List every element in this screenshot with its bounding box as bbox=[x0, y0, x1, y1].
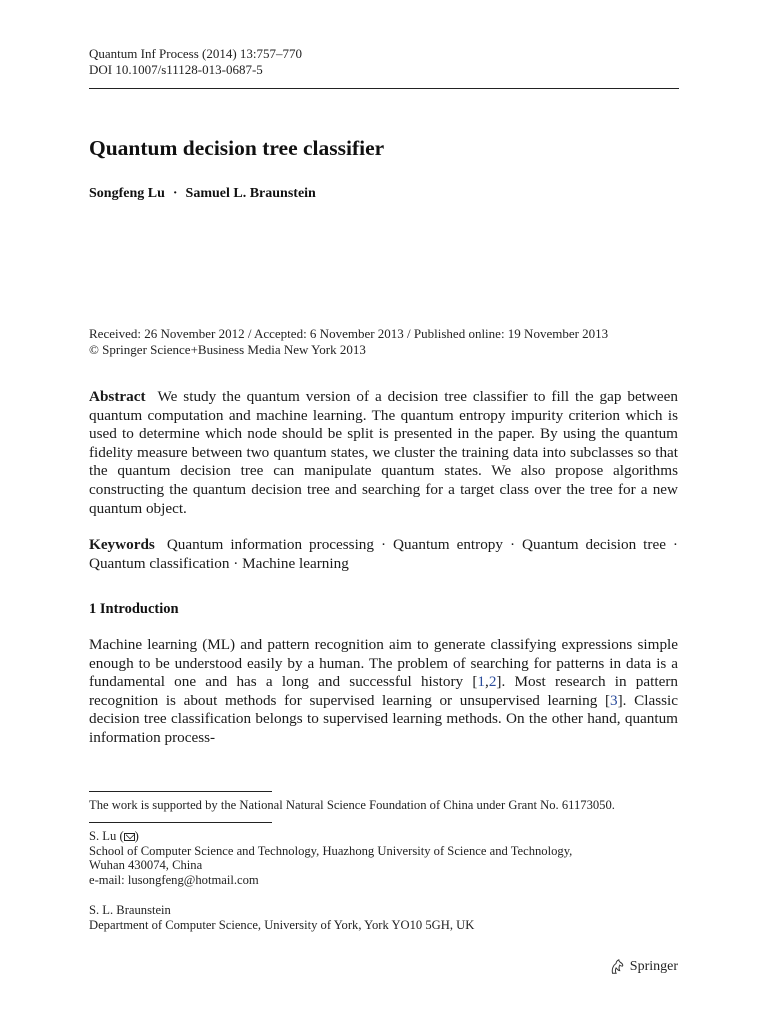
author-name: Samuel L. Braunstein bbox=[185, 186, 316, 201]
header-rule bbox=[89, 88, 679, 89]
intro-text: ]. Most research in pattern recognition is about methods for supervised learning or unsupervised learning [ bbox=[89, 673, 678, 709]
funding-footnote: The work is supported by the National Natural Science Foundation of China under Grant No. 61173050. bbox=[89, 798, 615, 812]
citation-link[interactable]: 1 bbox=[477, 673, 486, 691]
history-dates: Received: 26 November 2012 / Accepted: 6 November 2013 / Published online: 19 November 2013 bbox=[89, 326, 609, 341]
intro-text: Machine learning (ML) and pattern recognition aim to generate classifying expressions simple enough to be understood easily by a human. The problem of searching for patterns in data is a fundamental one and has a long and successful history [ bbox=[89, 636, 678, 691]
affiliation-rule bbox=[89, 822, 272, 823]
keywords-text: Quantum information processing · Quantum entropy · Quantum decision tree · Quantum classification · Machine learning bbox=[89, 536, 678, 572]
abstract bbox=[89, 388, 678, 518]
affiliation-name bbox=[89, 829, 572, 844]
journal-header bbox=[89, 46, 302, 78]
abstract-label: Abstract bbox=[89, 388, 146, 405]
affiliation-line: Wuhan 430074, China bbox=[89, 858, 203, 873]
author-name: Songfeng Lu bbox=[89, 186, 165, 201]
envelope-icon bbox=[124, 833, 135, 841]
keywords bbox=[89, 536, 678, 573]
doi: DOI 10.1007/s11128-013-0687-5 bbox=[89, 62, 263, 77]
affiliation-braunstein bbox=[89, 903, 474, 932]
affiliation-name-text: S. Lu ( bbox=[89, 829, 124, 843]
affiliation-email[interactable]: e-mail: lusongfeng@hotmail.com bbox=[89, 872, 259, 887]
abstract-text: We study the quantum version of a decision tree classifier to fill the gap between quantum computation and machine learning. The quantum entropy impurity criterion which is used to determine which node should be split is presented in the paper. By using the quantum fidelity measure between two quantum states, we cluster the training data into subclasses so that the quantum decision tree can manipulate quantum states. We also propose algorithms constructing the quantum decision tree and searching for a target class over the tree for a new quantum object. bbox=[89, 388, 678, 517]
copyright-line: © Springer Science+Business Media New York 2013 bbox=[89, 342, 366, 357]
introduction-paragraph bbox=[89, 636, 678, 748]
keywords-label: Keywords bbox=[89, 536, 155, 553]
publisher-logo bbox=[608, 958, 678, 976]
springer-horse-icon bbox=[608, 958, 626, 976]
intro-text: ]. Classic decision tree classification belongs to supervised learning methods. On the other hand, quantum information process- bbox=[89, 691, 678, 746]
affiliation-name-text: ) bbox=[134, 829, 139, 843]
citation-comma: , bbox=[485, 673, 489, 691]
affiliation-name: S. L. Braunstein bbox=[89, 903, 171, 917]
footnote-rule bbox=[89, 791, 272, 792]
affiliation-line: School of Computer Science and Technology, Huazhong University of Science and Technology, bbox=[89, 843, 573, 858]
affiliation-line: Department of Computer Science, University of York, York YO10 5GH, UK bbox=[89, 917, 475, 932]
citation-link[interactable]: 3 bbox=[610, 691, 618, 709]
publisher-name: Springer bbox=[629, 959, 678, 974]
author-separator: · bbox=[172, 186, 178, 201]
article-history bbox=[89, 326, 608, 358]
journal-citation: Quantum Inf Process (2014) 13:757–770 bbox=[89, 46, 303, 61]
paper-title: Quantum decision tree classifier bbox=[89, 136, 385, 160]
citation-link[interactable]: 2 bbox=[488, 673, 497, 691]
author-list bbox=[89, 186, 316, 202]
affiliation-lu bbox=[89, 829, 572, 887]
section-heading: 1 Introduction bbox=[89, 601, 179, 617]
